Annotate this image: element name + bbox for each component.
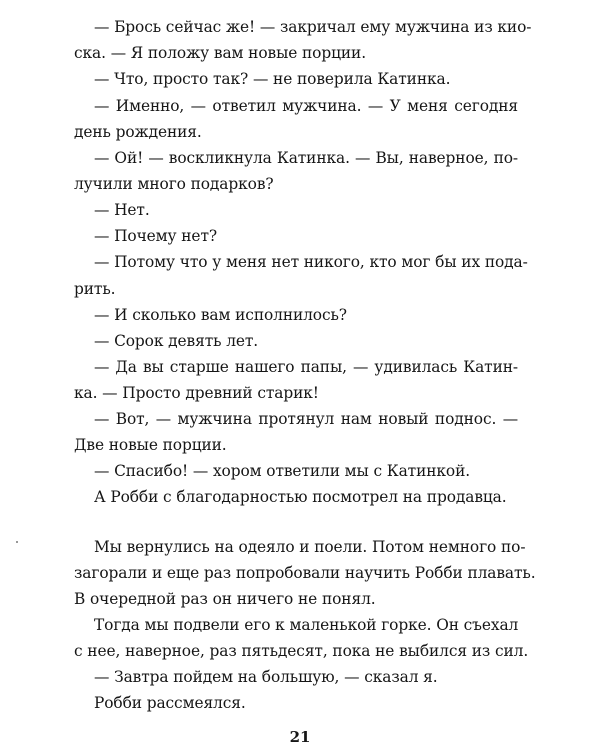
text-line: — И сколько вам исполнилось? [94,306,347,324]
text-line: — Потому что у меня нет никого, кто мог бы их пода- [94,253,528,271]
text-line: — Что, просто так? — не поверила Катинка. [94,70,451,88]
text-line: — Спасибо! — хором ответили мы с Катинкой. [94,462,471,480]
text-line: В очередной раз он ничего не понял. [74,590,376,608]
text-line: Робби рассмеялся. [94,694,246,712]
text-line: — Брось сейчас же! — закричал ему мужчина из кио- [94,18,532,36]
text-line: — Нет. [94,201,150,219]
text-line: Две новые порции. [74,436,227,454]
text-line: — Завтра пойдем на большую, — сказал я. [94,668,438,686]
text-line: лучили много подарков? [74,175,274,193]
text-line: — Почему нет? [94,227,218,245]
text-line: рить. [74,280,116,298]
text-line: ка. — Просто древний старик! [74,384,319,402]
text-line: загорали и еще раз попробовали научить Робби плавать. [74,564,536,582]
text-line: — Сорок девять лет. [94,332,259,350]
text-line: ска. — Я положу вам новые порции. [74,44,367,62]
text-line: — Вот, — мужчина протянул нам новый поднос. — [94,410,518,428]
text-line: — Да вы старше нашего папы, — удивилась Катин- [94,358,518,376]
text-line: — Именно, — ответил мужчина. — У меня сегодня [94,97,518,115]
text-line: — Ой! — воскликнула Катинка. — Вы, наверное, по- [94,149,518,167]
text-line: Тогда мы подвели его к маленькой горке. Он съехал [94,616,519,634]
text-line: А Робби с благодарностью посмотрел на продавца. [94,488,507,506]
text-line: Мы вернулись на одеяло и поели. Потом немного по- [94,538,526,556]
scan-speck [16,541,18,543]
text-line: день рождения. [74,123,202,141]
text-line: с нее, наверное, раз пятьдесят, пока не выбился из сил. [74,642,529,660]
page-number: 21 [289,728,311,746]
